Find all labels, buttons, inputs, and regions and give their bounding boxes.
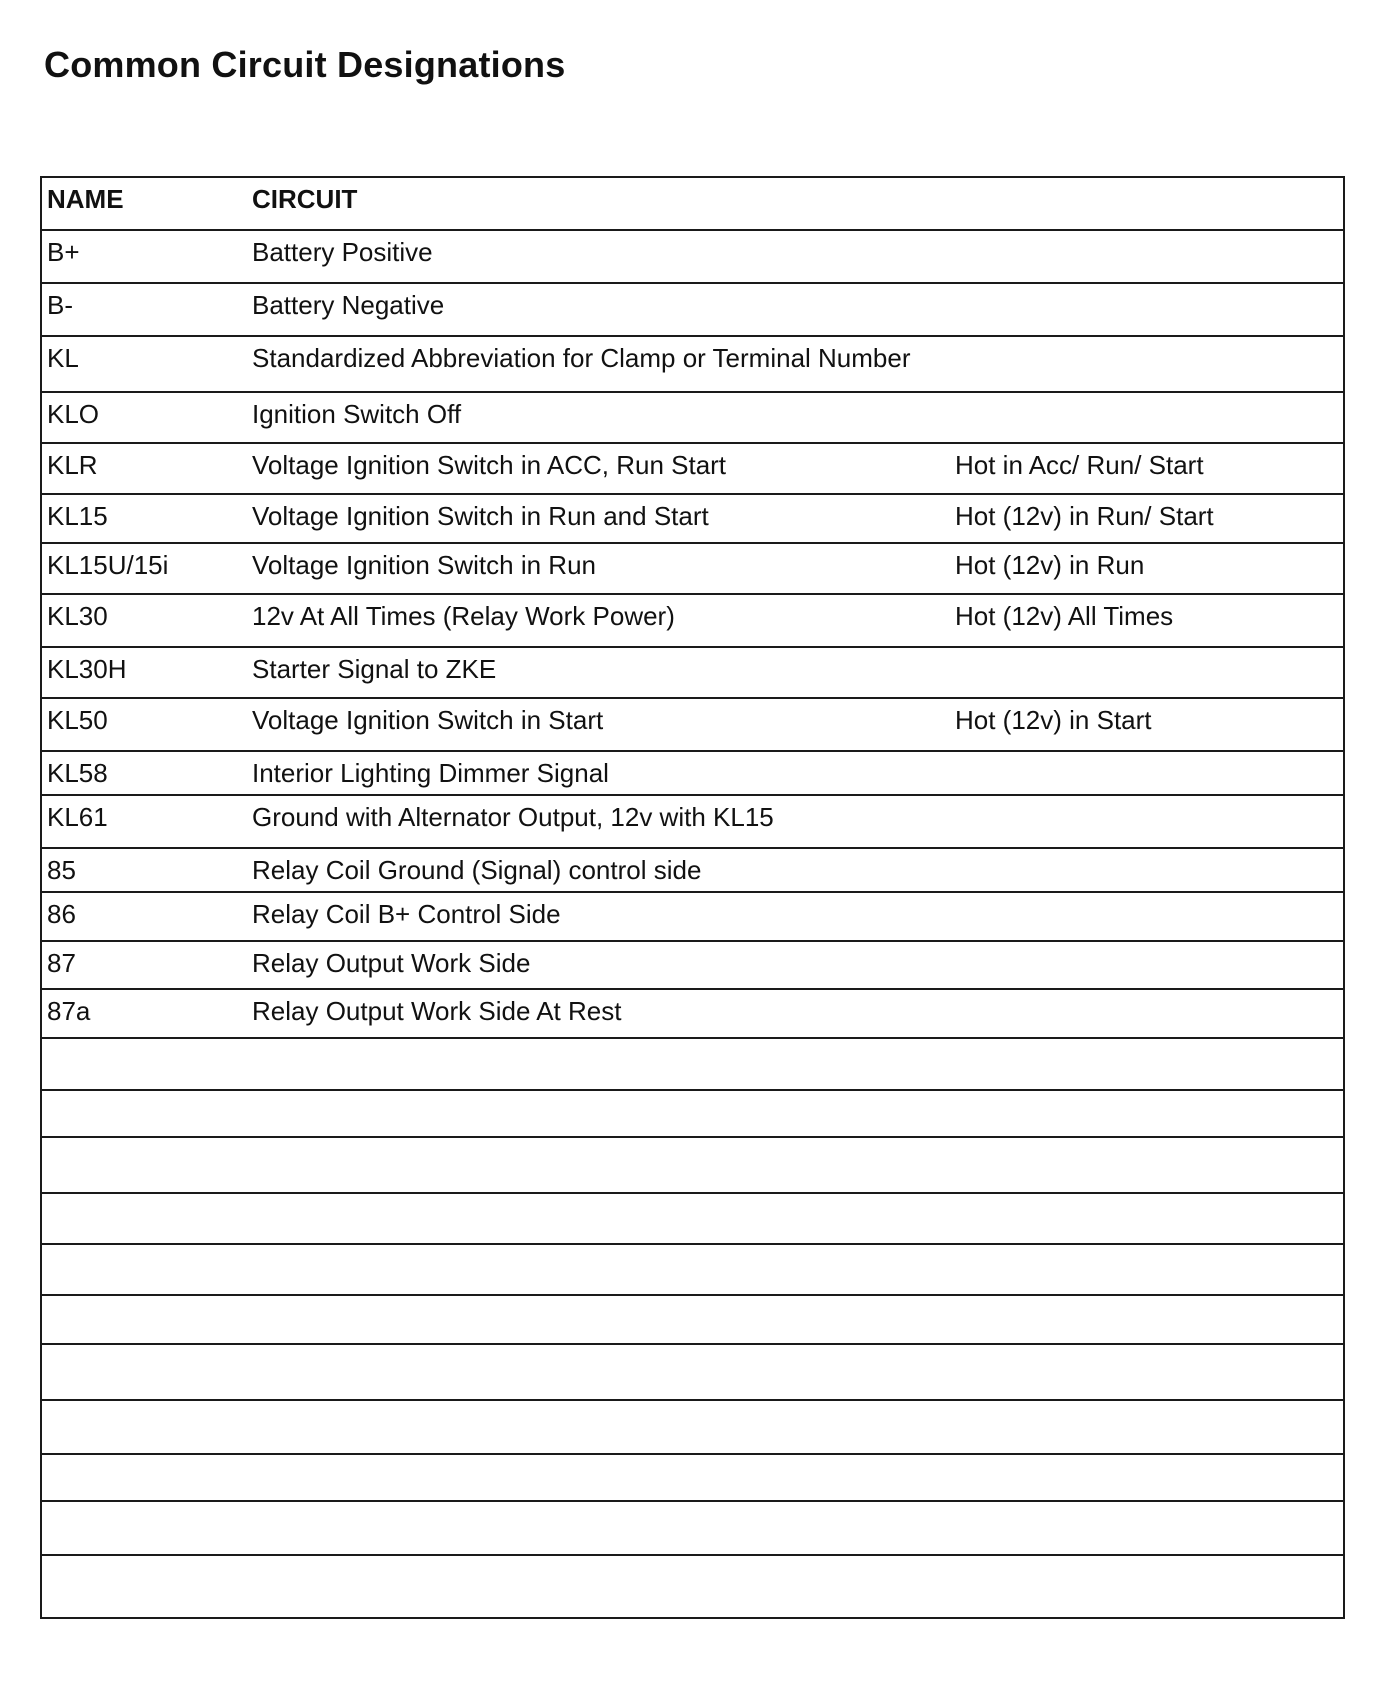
row-circuit: Battery Negative	[252, 290, 445, 320]
row-name: 87a	[47, 996, 91, 1026]
table-row	[42, 231, 1343, 284]
row-name: KLO	[47, 399, 100, 429]
table-row	[42, 1345, 1343, 1401]
row-name: KLR	[47, 450, 98, 480]
table-row	[42, 1401, 1343, 1455]
row-name: KL30H	[47, 654, 127, 684]
table-row	[42, 1502, 1343, 1556]
row-circuit: Relay Coil B+ Control Side	[252, 899, 561, 929]
row-circuit: Starter Signal to ZKE	[252, 654, 497, 684]
row-name: B-	[47, 290, 73, 320]
table-row	[42, 1091, 1343, 1138]
table-row	[42, 495, 1343, 544]
row-circuit: Voltage Ignition Switch in Start	[252, 705, 604, 735]
row-circuit: Voltage Ignition Switch in Run and Start	[252, 501, 709, 531]
table-row	[42, 1296, 1343, 1345]
page-title: Common Circuit Designations	[44, 44, 566, 85]
table-header-row	[42, 178, 1343, 231]
table-row	[42, 1556, 1343, 1617]
table-row	[42, 699, 1343, 752]
row-name: 86	[47, 899, 76, 929]
row-name: 85	[47, 855, 76, 885]
row-name: KL15U/15i	[47, 550, 169, 580]
table-row	[42, 942, 1343, 990]
row-circuit: Voltage Ignition Switch in Run	[252, 550, 596, 580]
table-row	[42, 1194, 1343, 1245]
row-circuit: Interior Lighting Dimmer Signal	[252, 758, 609, 788]
row-circuit: Relay Output Work Side	[252, 948, 531, 978]
table-row	[42, 393, 1343, 444]
row-circuit: Battery Positive	[252, 237, 433, 267]
header-circuit: CIRCUIT	[252, 184, 358, 214]
row-name: KL58	[47, 758, 108, 788]
row-name: KL	[47, 343, 79, 373]
table-row	[42, 595, 1343, 648]
row-circuit: Standardized Abbreviation for Clamp or Terminal Number	[252, 343, 911, 373]
table-row	[42, 648, 1343, 699]
row-circuit: Ground with Alternator Output, 12v with KL15	[252, 802, 774, 832]
table-row	[42, 796, 1343, 849]
table-row	[42, 444, 1343, 495]
circuit-table	[40, 176, 1345, 1619]
row-circuit: Voltage Ignition Switch in ACC, Run Start	[252, 450, 727, 480]
row-circuit: 12v At All Times (Relay Work Power)	[252, 601, 675, 631]
row-circuit: Ignition Switch Off	[252, 399, 462, 429]
table-row	[42, 1455, 1343, 1502]
row-note: Hot (12v) All Times	[955, 601, 1174, 631]
table-row	[42, 1138, 1343, 1194]
header-name: NAME	[47, 184, 124, 214]
table-row	[42, 752, 1343, 796]
table-row	[42, 544, 1343, 595]
table-row	[42, 337, 1343, 393]
row-note: Hot (12v) in Start	[955, 705, 1152, 735]
table-row	[42, 1039, 1343, 1091]
table-row	[42, 990, 1343, 1039]
row-name: 87	[47, 948, 76, 978]
row-name: KL30	[47, 601, 108, 631]
row-note: Hot in Acc/ Run/ Start	[955, 450, 1204, 480]
table-row	[42, 893, 1343, 942]
row-name: KL50	[47, 705, 108, 735]
row-name: KL61	[47, 802, 108, 832]
row-circuit: Relay Output Work Side At Rest	[252, 996, 622, 1026]
row-circuit: Relay Coil Ground (Signal) control side	[252, 855, 702, 885]
table-row	[42, 849, 1343, 893]
row-note: Hot (12v) in Run/ Start	[955, 501, 1214, 531]
table-row	[42, 284, 1343, 337]
row-name: B+	[47, 237, 80, 267]
row-note: Hot (12v) in Run	[955, 550, 1145, 580]
row-name: KL15	[47, 501, 108, 531]
table-row	[42, 1245, 1343, 1296]
